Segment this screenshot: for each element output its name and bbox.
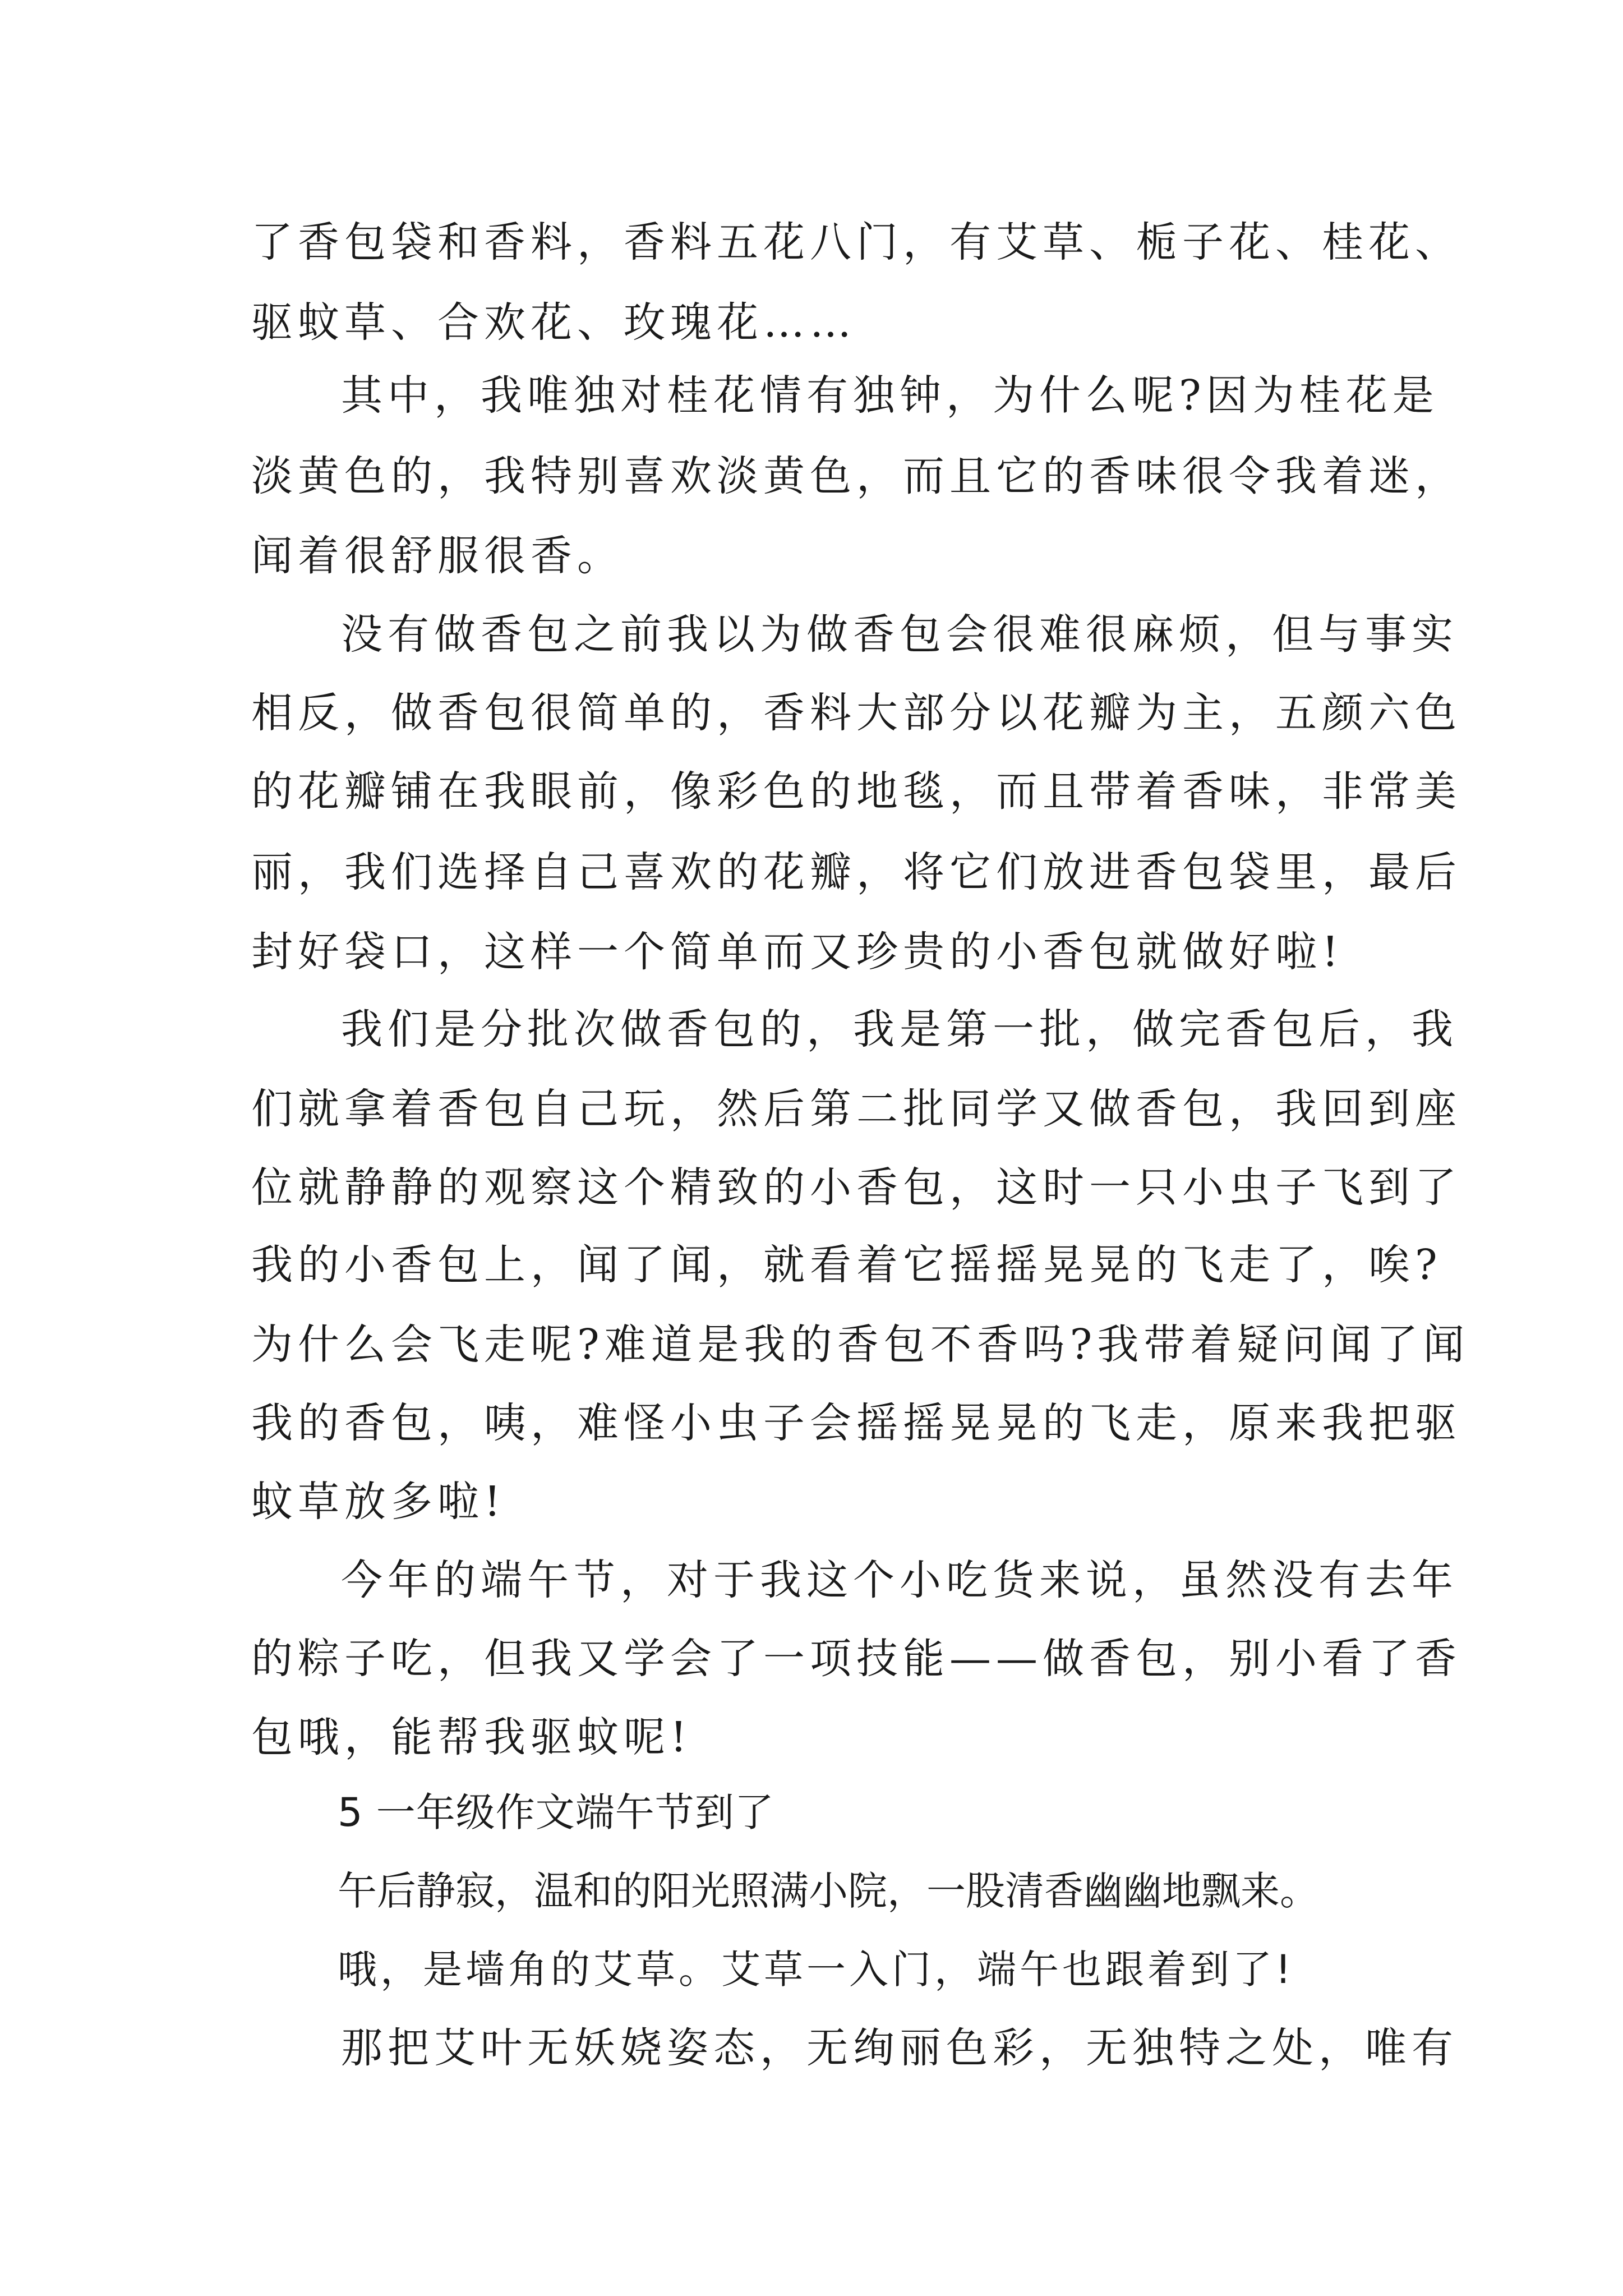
body-line: 闻着很舒服很香。 <box>251 532 624 580</box>
body-line: 封好袋口，这样一个简单而又珍贵的小香包就做好啦! <box>251 928 1344 976</box>
body-line: 为什么会飞走呢?难道是我的香包不香吗?我带着疑问闻了闻 <box>251 1320 1470 1369</box>
paragraph-first-line: 今年的端午节，对于我这个小吃货来说，虽然没有去年 <box>341 1556 1458 1604</box>
body-line: 蚊草放多啦! <box>251 1478 506 1526</box>
body-line: 淡黄色的，我特别喜欢淡黄色，而且它的香味很令我着迷， <box>251 452 1461 500</box>
body-line: 哦，是墙角的艾草。艾草一入门，端午也跟着到了! <box>338 1947 1295 1993</box>
body-line: 我的香包，咦，难怪小虫子会摇摇晃晃的飞走，原来我把驱 <box>251 1399 1461 1447</box>
body-line: 驱蚊草、合欢花、玫瑰花…… <box>251 298 856 347</box>
section-heading: 5 一年级作文端午节到了 <box>338 1789 774 1835</box>
body-line: 丽，我们选择自己喜欢的花瓣，将它们放进香包袋里，最后 <box>251 848 1461 896</box>
body-line: 位就静静的观察这个精致的小香包，这时一只小虫子飞到了 <box>251 1163 1461 1212</box>
body-line: 午后静寂，温和的阳光照满小院，一股清香幽幽地飘来。 <box>338 1868 1319 1914</box>
body-line: 了香包袋和香料，香料五花八门，有艾草、栀子花、桂花、 <box>251 218 1461 266</box>
body-line: 们就拿着香包自己玩，然后第二批同学又做香包，我回到座 <box>251 1085 1461 1133</box>
body-line: 相反，做香包很简单的，香料大部分以花瓣为主，五颜六色 <box>251 689 1461 737</box>
paragraph-first-line: 其中，我唯独对桂花情有独钟，为什么呢?因为桂花是 <box>341 371 1439 420</box>
paragraph-first-line: 没有做香包之前我以为做香包会很难很麻烦，但与事实 <box>341 610 1458 659</box>
body-line: 包哦，能帮我驱蚊呢! <box>251 1713 692 1761</box>
body-line: 的花瓣铺在我眼前，像彩色的地毯，而且带着香味，非常美 <box>251 767 1461 816</box>
paragraph-first-line: 那把艾叶无妖娆姿态，无绚丽色彩，无独特之处，唯有 <box>341 2024 1458 2072</box>
body-line: 的粽子吃，但我又学会了一项技能——做香包，别小看了香 <box>251 1635 1461 1683</box>
body-line: 我的小香包上，闻了闻，就看着它摇摇晃晃的飞走了，唉? <box>251 1241 1442 1289</box>
paragraph-first-line: 我们是分批次做香包的，我是第一批，做完香包后，我 <box>341 1005 1458 1053</box>
